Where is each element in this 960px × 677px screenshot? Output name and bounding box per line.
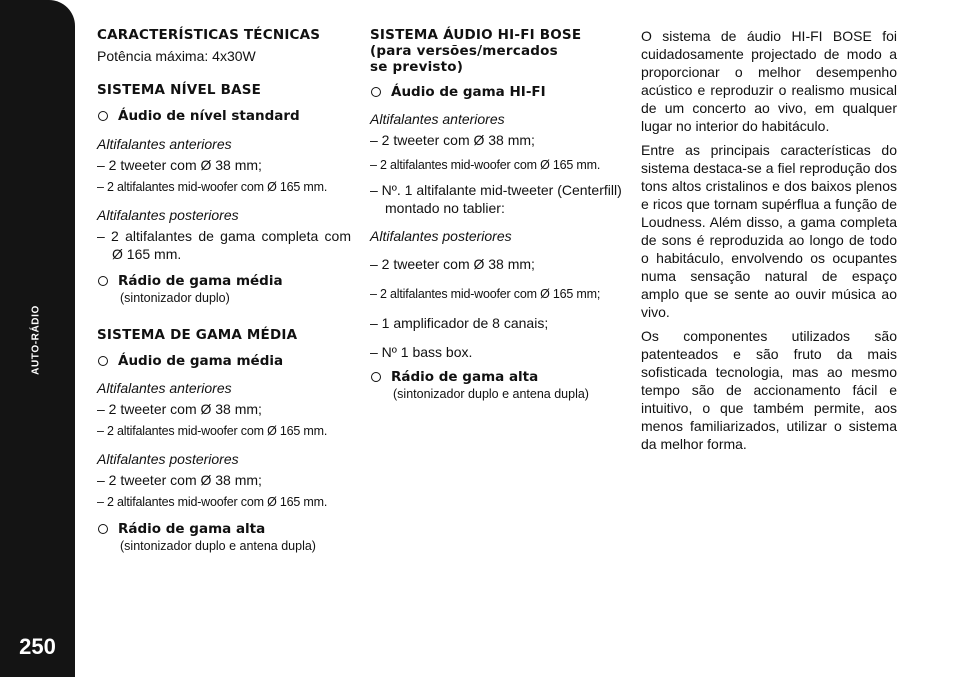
- bose-rear-woofer: – 2 altifalantes mid-woofer com Ø 165 mm;: [370, 287, 601, 301]
- column-technical-specs: [97, 27, 351, 554]
- base-rear-speakers-label: Altifalantes posteriores: [97, 207, 239, 223]
- bose-front-woofer: – 2 altifalantes mid-woofer com Ø 165 mm.: [370, 158, 601, 172]
- tech-specs-heading: CARACTERÍSTICAS TÉCNICAS: [97, 27, 321, 43]
- mid-front-woofer: – 2 altifalantes mid-woofer com Ø 165 mm.: [97, 424, 328, 438]
- page-number: 250: [19, 634, 56, 659]
- bose-audio-label: Áudio de gama HI-FI: [391, 84, 546, 100]
- bose-amplifier: – 1 amplificador de 8 canais;: [370, 315, 549, 331]
- bose-radio-bullet: [370, 368, 622, 386]
- mid-rear-tweeter: – 2 tweeter com Ø 38 mm;: [97, 472, 262, 488]
- bose-heading-line3: se previsto): [370, 59, 464, 75]
- mid-radio-bullet: [97, 520, 351, 538]
- max-power-text: Potência máxima: 4x30W: [97, 48, 256, 64]
- bose-radio-subtext: (sintonizador duplo e antena dupla): [393, 387, 589, 401]
- bose-rear-speakers-label: Altifalantes posteriores: [370, 228, 512, 244]
- bose-description-paragraph-3: Os componentes utilizados são patenteados e são fruto da mais sofisticada tecnologia, mas ao mesmo tempo são de accionamento fácil e intuitivo, o que também permite, aos menos familiarizados, utilizar o sistema da melhor forma.: [641, 328, 897, 452]
- base-front-speakers-label: Altifalantes anteriores: [97, 136, 232, 152]
- section-label: AUTO-RÁDIO: [30, 305, 42, 375]
- bose-heading-line1: SISTEMA ÁUDIO HI-FI BOSE: [370, 27, 582, 43]
- mid-system-heading: SISTEMA DE GAMA MÉDIA: [97, 327, 298, 343]
- bose-description-paragraph-2: Entre as principais características do sistema destaca-se a fiel reprodução dos tons altos cristalinos e dos baixos plenos e ricos que tornam supérflua a função de Loudness. Além disso, a gama completa de sons é reproduzida ao longo de todo o habitáculo, envolvendo os ocupantes numa sensação natural de espaço amplo que se sente ao ouvir música ao vivo.: [641, 142, 897, 320]
- bose-description-paragraph-1: O sistema de áudio HI-FI BOSE foi cuidadosamente projectado de modo a proporcionar o melhor desempenho acústico e reproduzir o realismo musical de um concerto ao vivo, em qualquer lugar no interior do habitáculo.: [641, 28, 897, 134]
- base-radio-subtext: (sintonizador duplo): [120, 291, 230, 305]
- column-bose-description: [641, 27, 897, 453]
- mid-audio-bullet: [97, 352, 351, 370]
- base-front-tweeter: – 2 tweeter com Ø 38 mm;: [97, 157, 262, 173]
- mid-audio-label: Áudio de gama média: [118, 353, 284, 369]
- mid-front-speakers-label: Altifalantes anteriores: [97, 380, 232, 396]
- bose-front-speakers-label: Altifalantes anteriores: [370, 111, 505, 127]
- mid-rear-speakers-label: Altifalantes posteriores: [97, 451, 239, 467]
- bose-front-tweeter: – 2 tweeter com Ø 38 mm;: [370, 132, 535, 148]
- bose-rear-tweeter: – 2 tweeter com Ø 38 mm;: [370, 256, 535, 272]
- base-rear-fullrange: – 2 altifalantes de gama completa com Ø 165 mm.: [97, 228, 351, 262]
- base-audio-label: Áudio de nível standard: [118, 108, 300, 124]
- base-radio-bullet: [97, 272, 351, 290]
- bose-audio-bullet: [370, 83, 622, 101]
- mid-rear-woofer: – 2 altifalantes mid-woofer com Ø 165 mm.: [97, 495, 328, 509]
- base-audio-bullet: [97, 107, 351, 125]
- mid-radio-subtext: (sintonizador duplo e antena dupla): [120, 539, 316, 553]
- base-front-woofer: – 2 altifalantes mid-woofer com Ø 165 mm.: [97, 180, 328, 194]
- column-bose-system: [370, 27, 622, 402]
- base-system-heading: SISTEMA NÍVEL BASE: [97, 82, 262, 98]
- base-radio-label: Rádio de gama média: [118, 273, 283, 289]
- bose-heading-line2: (para versões/mercados: [370, 43, 558, 59]
- bose-radio-label: Rádio de gama alta: [391, 369, 539, 385]
- bose-front-centerfill: – Nº. 1 altifalante mid-tweeter (Centerfill) montado no tablier:: [370, 182, 622, 216]
- mid-front-tweeter: – 2 tweeter com Ø 38 mm;: [97, 401, 262, 417]
- bose-bass-box: – Nº 1 bass box.: [370, 344, 473, 360]
- mid-radio-label: Rádio de gama alta: [118, 521, 266, 537]
- sidebar-tab: [0, 0, 75, 677]
